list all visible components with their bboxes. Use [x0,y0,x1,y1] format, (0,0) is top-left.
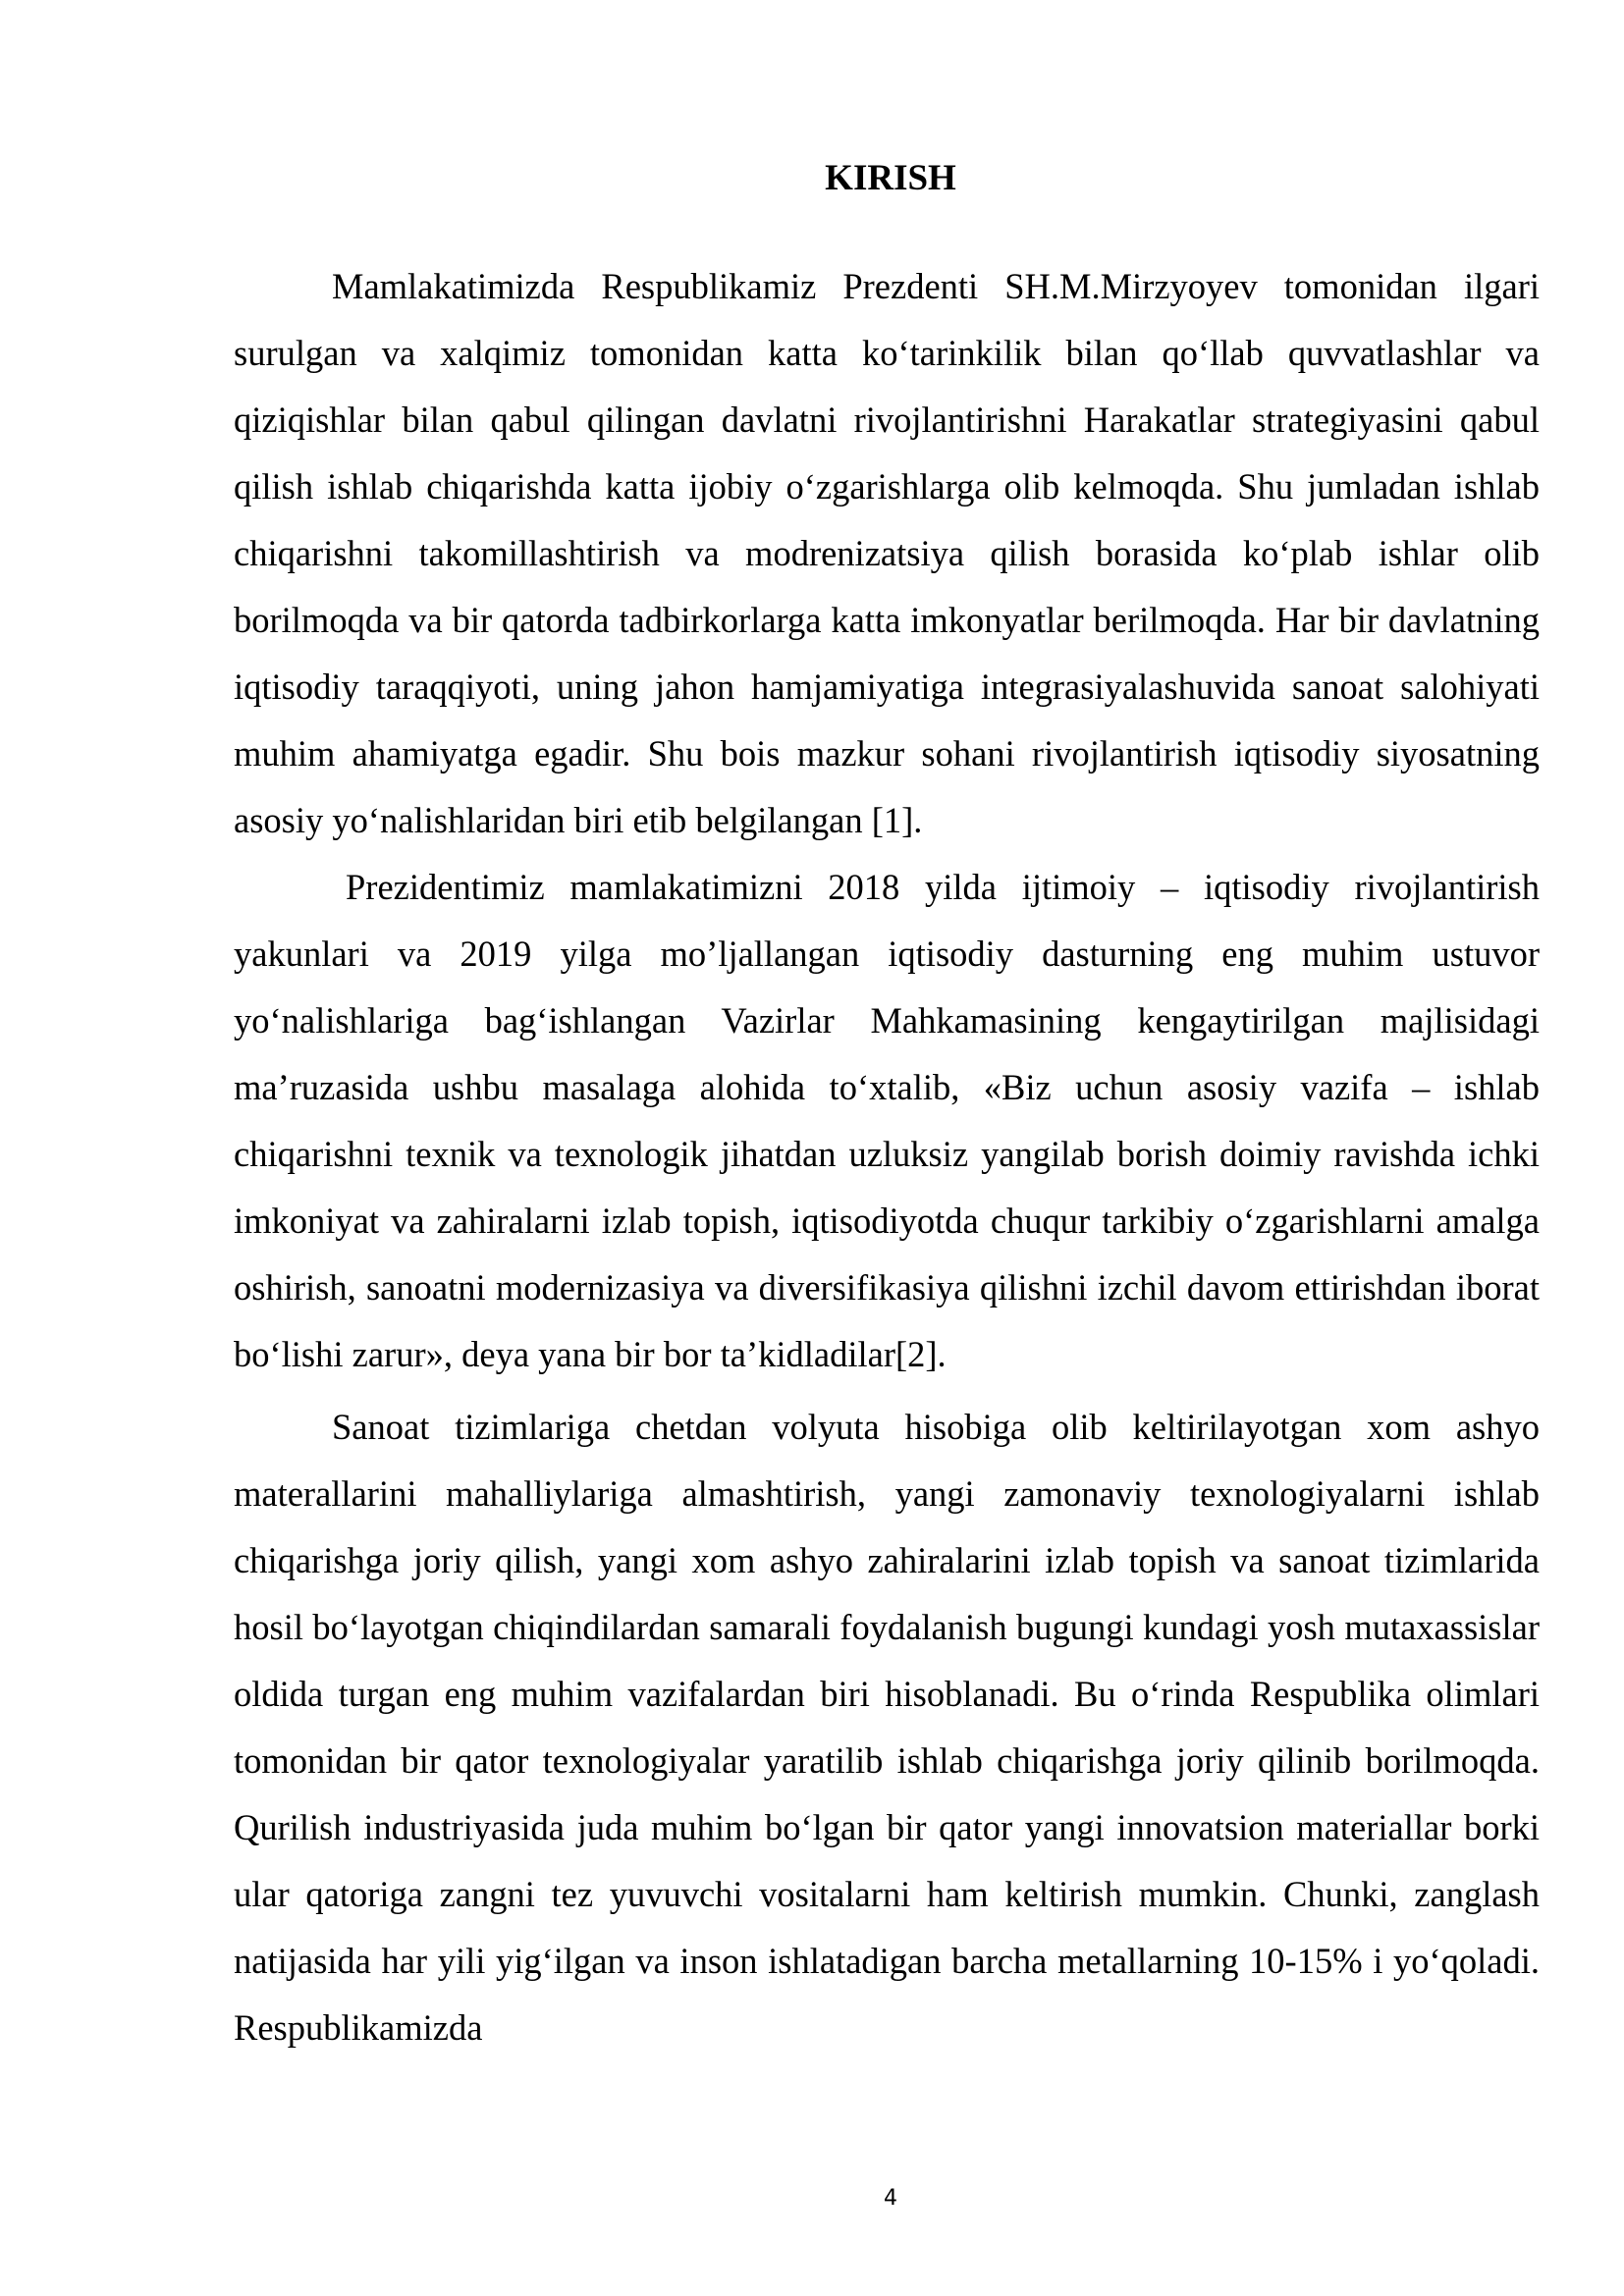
body-text [234,253,1540,2061]
paragraph-3: Sanoat tizimlariga chetdan volyuta hisobiga olib keltirilayotgan xom ashyo materallarini mahalliylariga almashtirish, yangi zamonaviy texnologiyalarni ishlab chiqarishga joriy qilish, yangi xom ashyo zahiralarini izlab topish va sanoat tizimlarida hosil bo‘layotgan chiqindilardan samarali foydalanish bugungi kundagi yosh mutaxassislar oldida turgan eng muhim vazifalardan biri hisoblanadi. Bu o‘rinda Respublika olimlari tomonidan bir qator texnologiyalar yaratilib ishlab chiqarishga joriy qilinib borilmoqda. Qurilish industriyasida juda muhim bo‘lgan bir qator yangi innovatsion materiallar borki ular qatoriga zangni tez yuvuvchi vositalarni ham keltirish mumkin. Chunki, zanglash natijasida har yili yig‘ilgan va inson ishlatadigan barcha metallarning 10-15% i yo‘qoladi. Respublikamizda [234,1407,1540,2048]
paragraph-1: Mamlakatimizda Respublikamiz Prezdenti SH.M.Mirzyoyev tomonidan ilgari surulgan va xalqimiz tomonidan katta ko‘tarinkilik bilan qo‘llab quvvatlashlar va qiziqishlar bilan qabul qilingan davlatni rivojlantirishni Harakatlar strategiyasini qabul qilish ishlab chiqarishda katta ijobiy o‘zgarishlarga olib kelmoqda. Shu jumladan ishlab chiqarishni takomillashtirish va modrenizatsiya qilish borasida ko‘plab ishlar olib borilmoqda va bir qatorda tadbirkorlarga katta imkonyatlar berilmoqda. Har bir davlatning iqtisodiy taraqqiyoti, uning jahon hamjamiyatiga integrasiyalashuvida sanoat salohiyati muhim ahamiyatga egadir. Shu bois mazkur sohani rivojlantirish iqtisodiy siyosatning asosiy yo‘nalishlaridan biri etib belgilangan [1]. [234,266,1540,840]
page-number: 4 [884,2186,897,2211]
page-title: KIRISH [825,158,956,198]
paragraph-2: Prezidentimiz mamlakatimizni 2018 yilda ijtimoiy – iqtisodiy rivojlantirish yakunlari va 2019 yilga mo’ljallangan iqtisodiy dasturning eng muhim ustuvor yo‘nalishlariga bag‘ishlangan Vazirlar Mahkamasining kengaytirilgan majlisidagi ma’ruzasida ushbu masalaga alohida to‘xtalib, «Biz uchun asosiy vazifa – ishlab chiqarishni texnik va texnologik jihatdan uzluksiz yangilab borish doimiy ravishda ichki imkoniyat va zahiralarni izlab topish, iqtisodiyotda chuqur tarkibiy o‘zgarishlarni amalga oshirish, sanoatni modernizasiya va diversifikasiya qilishni izchil davom ettirishdan iborat bo‘lishi zarur», deya yana bir bor ta’kidladilar[2]. [234,867,1540,1374]
